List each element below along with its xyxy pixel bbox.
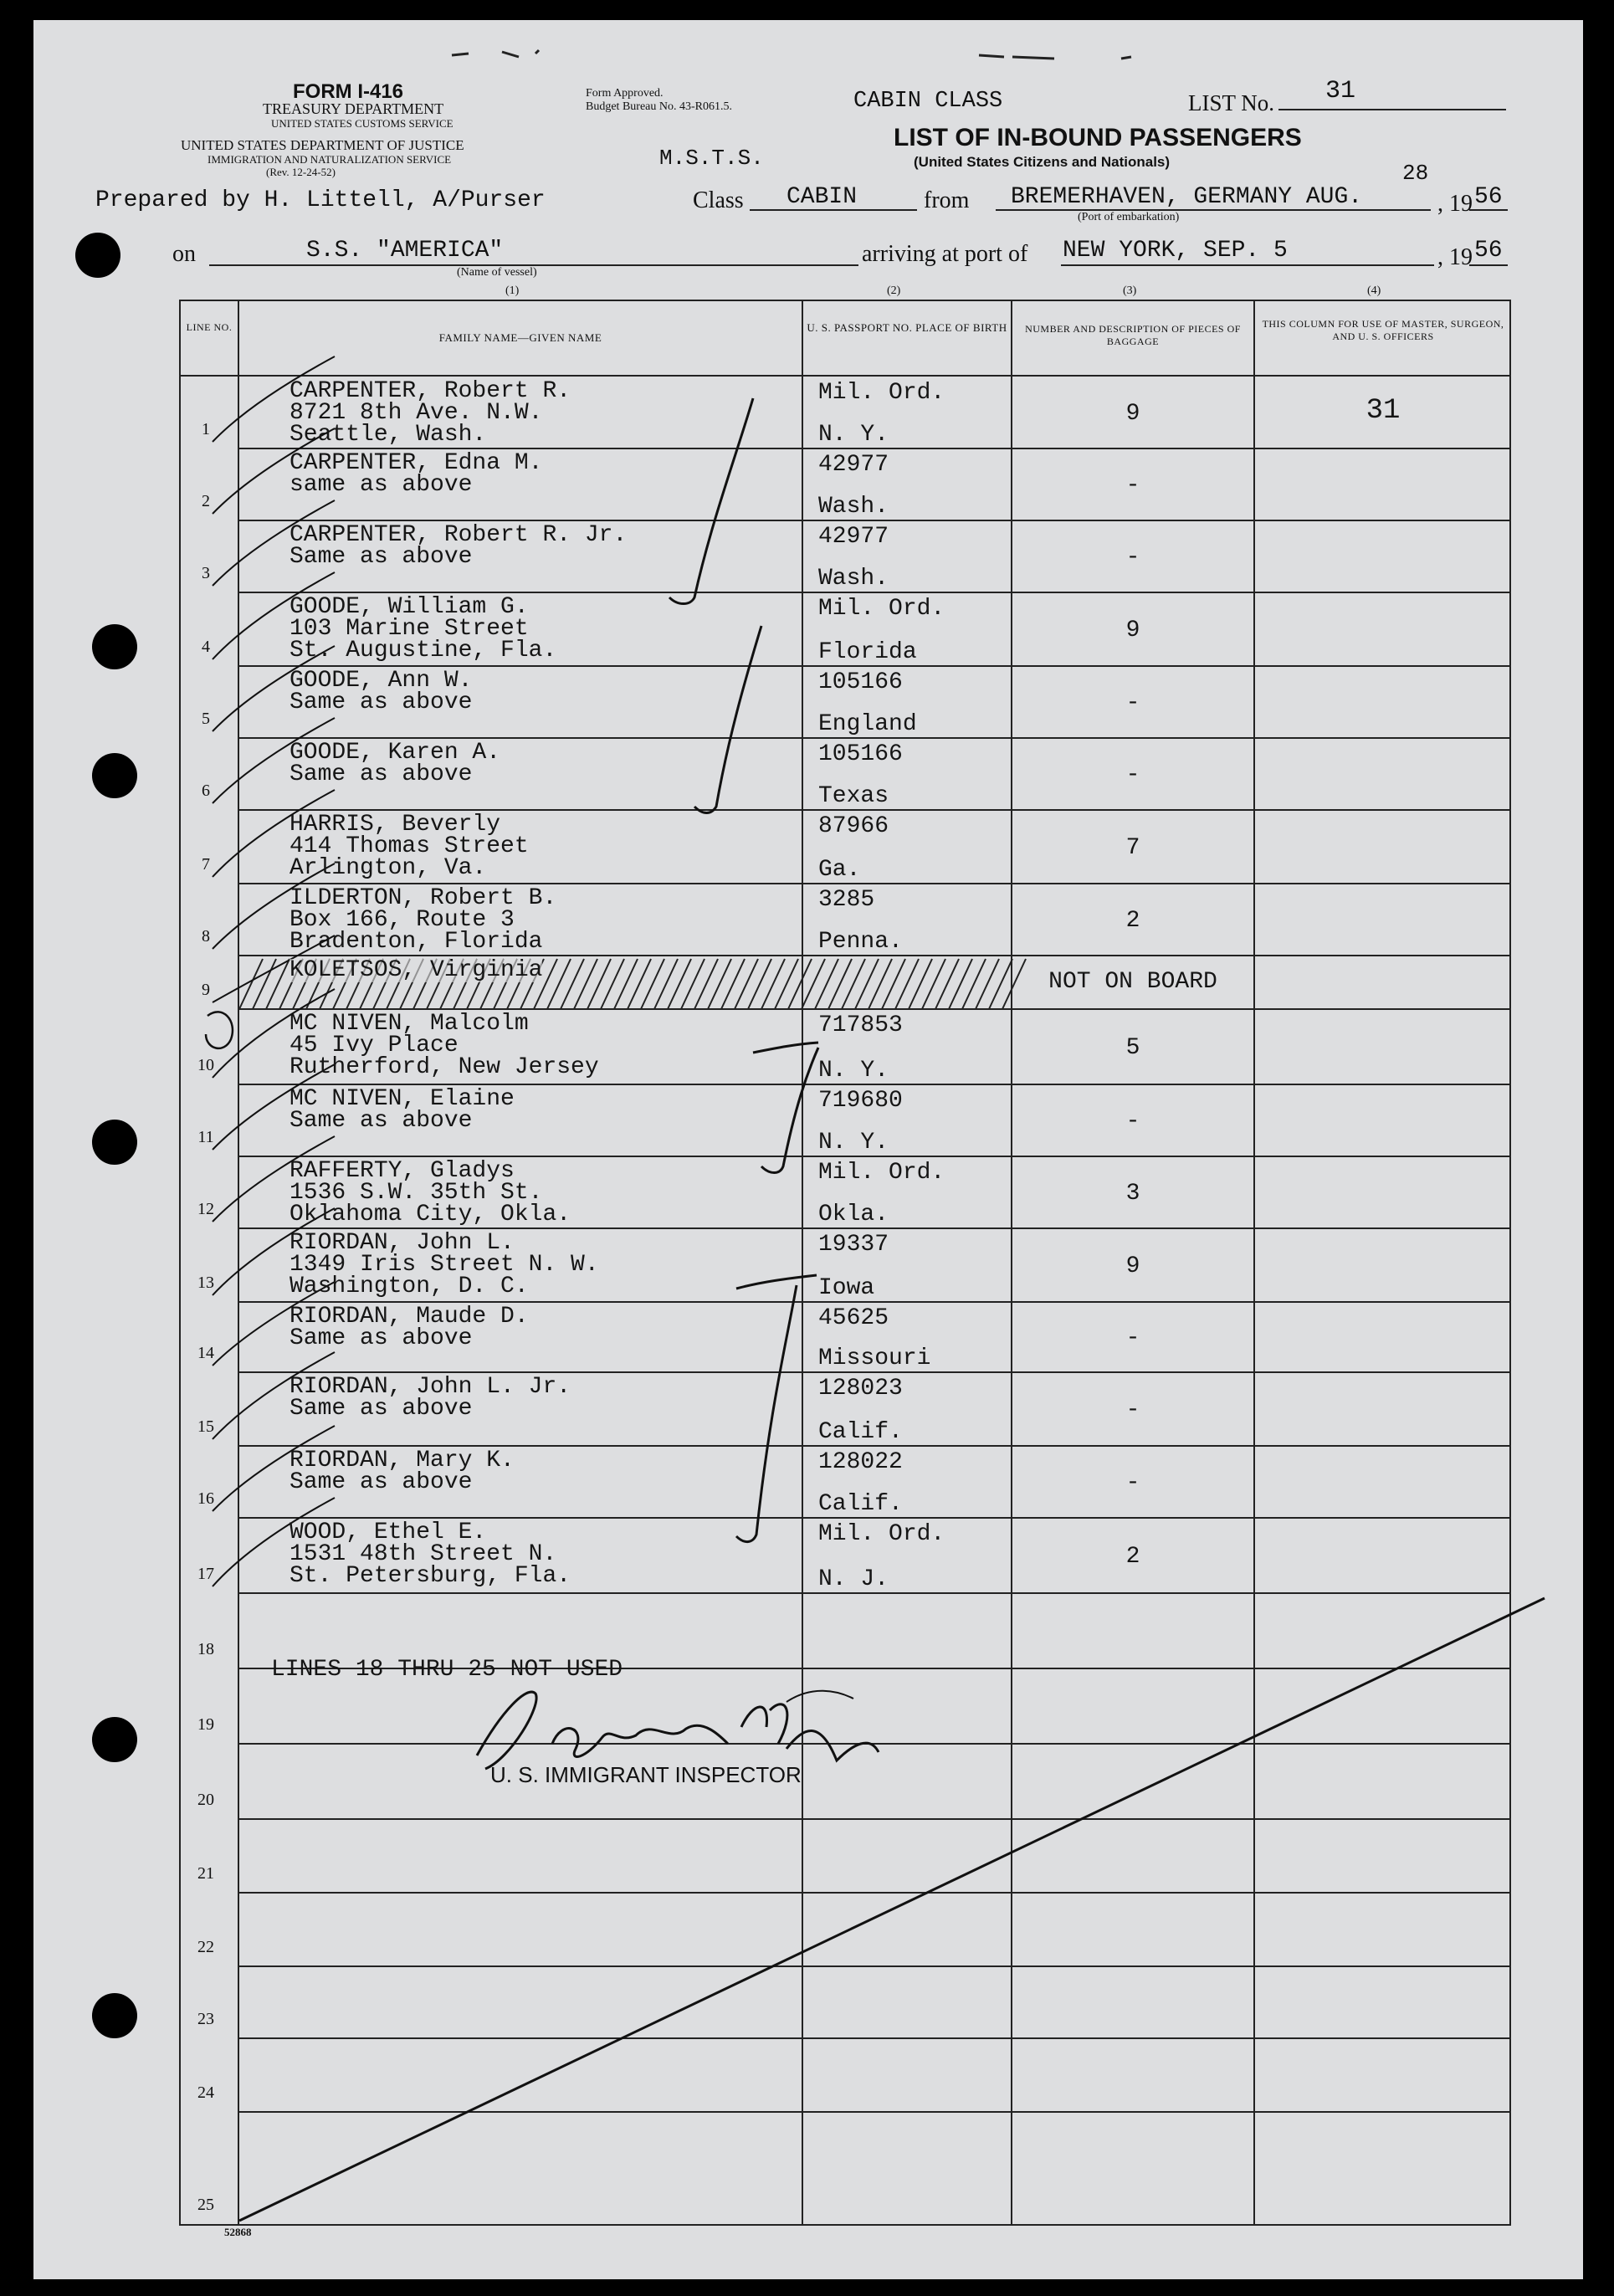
form-code: 52868: [224, 2226, 252, 2238]
document-page: [33, 20, 1583, 2279]
passenger-address: Same as above: [289, 1396, 473, 1422]
passenger-name: MC NIVEN, Elaine: [289, 1086, 515, 1112]
passport-number: 717853: [818, 1012, 903, 1038]
line-number: 2: [202, 492, 210, 510]
line-number: 19: [197, 1715, 214, 1734]
baggage-count: 2: [1125, 908, 1140, 934]
place-of-birth: N. Y.: [818, 1130, 889, 1156]
baggage-count: -: [1125, 1109, 1140, 1135]
passenger-address: Rutherford, New Jersey: [289, 1054, 599, 1080]
passenger-address: Bradenton, Florida: [289, 929, 543, 955]
passport-number: 105166: [818, 669, 903, 695]
baggage-count: -: [1125, 1397, 1140, 1423]
col-num-1: (1): [505, 284, 520, 297]
col-header-line-no: LINE NO.: [186, 321, 233, 333]
passport-number: Mil. Ord.: [818, 1521, 945, 1547]
passenger-name: CARPENTER, Robert R. Jr.: [289, 522, 628, 548]
passenger-address: 45 Ivy Place: [289, 1033, 459, 1058]
line-number: 18: [197, 1640, 214, 1658]
passenger-name: WOOD, Ethel E.: [289, 1520, 487, 1545]
passport-number: 42977: [818, 452, 889, 478]
line-number: 8: [202, 927, 210, 946]
class-value: CABIN: [787, 184, 858, 210]
passenger-name: GOODE, William G.: [289, 594, 529, 620]
line-number: 7: [202, 855, 210, 874]
place-of-birth: Texas: [818, 783, 889, 809]
passenger-name: HARRIS, Beverly: [289, 812, 501, 838]
line-number: 15: [197, 1417, 214, 1436]
passenger-address: 1349 Iris Street N. W.: [289, 1252, 599, 1278]
class-label: Class: [693, 187, 744, 213]
baggage-count: -: [1125, 545, 1140, 571]
line-number: 21: [197, 1864, 214, 1883]
immigration-service: IMMIGRATION AND NATURALIZATION SERVICE: [208, 153, 452, 166]
passenger-name: GOODE, Karen A.: [289, 740, 501, 766]
arrival-port: NEW YORK, SEP. 5: [1063, 238, 1288, 264]
arrival-year-prefix: , 19: [1437, 244, 1473, 270]
baggage-count: NOT ON BOARD: [1048, 969, 1217, 995]
list-no-value: 31: [1325, 77, 1356, 105]
baggage-count: 2: [1125, 1544, 1140, 1570]
place-of-birth: England: [818, 711, 917, 737]
baggage-count: -: [1125, 762, 1140, 788]
baggage-count: -: [1125, 473, 1140, 499]
place-of-birth: N. Y.: [818, 422, 889, 448]
passenger-name: GOODE, Ann W.: [289, 668, 473, 694]
revision: (Rev. 12-24-52): [266, 166, 336, 178]
passport-number: Mil. Ord.: [818, 596, 945, 622]
col-header-passport: U. S. PASSPORT NO. PLACE OF BIRTH: [807, 321, 1007, 334]
line-number: 17: [197, 1565, 214, 1583]
passport-number: 128022: [818, 1449, 903, 1475]
officer-note: 31: [1365, 395, 1401, 427]
passenger-address: Same as above: [289, 544, 473, 570]
department: TREASURY DEPARTMENT: [263, 100, 444, 117]
passenger-name: CARPENTER, Robert R.: [289, 378, 571, 404]
line-number: 10: [197, 1056, 214, 1074]
passport-number: 42977: [818, 524, 889, 550]
passenger-name: RIORDAN, John L.: [289, 1230, 515, 1256]
passenger-address: 1536 S.W. 35th St.: [289, 1180, 543, 1206]
passenger-address: Same as above: [289, 1469, 473, 1495]
arrival-year: 56: [1474, 238, 1503, 264]
passport-number: 45625: [818, 1305, 889, 1331]
passenger-name: RIORDAN, John L. Jr.: [289, 1374, 571, 1400]
passenger-address: St. Petersburg, Fla.: [289, 1563, 571, 1589]
passenger-address: 103 Marine Street: [289, 616, 529, 642]
vessel-caption: (Name of vessel): [457, 266, 537, 279]
passport-number: 3285: [818, 887, 875, 913]
place-of-birth: Iowa: [818, 1275, 875, 1301]
form-number: FORM I-416: [293, 80, 404, 103]
baggage-count: -: [1125, 1325, 1140, 1351]
passenger-name: ILDERTON, Robert B.: [289, 885, 557, 911]
line-number: 25: [197, 2196, 214, 2214]
passport-number: 719680: [818, 1088, 903, 1114]
passenger-address: Washington, D. C.: [289, 1274, 529, 1299]
baggage-count: -: [1125, 690, 1140, 716]
line-number: 22: [197, 1938, 214, 1956]
baggage-count: 9: [1125, 618, 1140, 643]
line-number: 20: [197, 1791, 214, 1809]
passenger-address: Box 166, Route 3: [289, 907, 515, 933]
place-of-birth: Okla.: [818, 1202, 889, 1227]
passenger-name: CARPENTER, Edna M.: [289, 450, 543, 476]
list-subtitle: (United States Citizens and Nationals): [914, 154, 1171, 170]
place-of-birth: Calif.: [818, 1419, 903, 1445]
passenger-address: Seattle, Wash.: [289, 422, 487, 448]
inspector-caption: U. S. IMMIGRANT INSPECTOR: [490, 1762, 802, 1787]
departure-year: 56: [1474, 184, 1503, 210]
baggage-count: 3: [1125, 1181, 1140, 1207]
place-of-birth: Wash.: [818, 566, 889, 592]
passenger-name: MC NIVEN, Malcolm: [289, 1011, 529, 1037]
place-of-birth: Penna.: [818, 929, 903, 955]
line-number: 14: [197, 1344, 214, 1362]
justice-department: UNITED STATES DEPARTMENT OF JUSTICE: [181, 137, 464, 153]
line-number: 3: [202, 564, 210, 582]
form-approved: Form Approved.: [586, 87, 664, 100]
line-number: 1: [202, 420, 210, 438]
passenger-name: RIORDAN, Maude D.: [289, 1304, 529, 1330]
budget-bureau: Budget Bureau No. 43-R061.5.: [586, 100, 732, 113]
baggage-count: 7: [1125, 835, 1140, 861]
line-number: 16: [197, 1489, 214, 1508]
place-of-birth: N. J.: [818, 1566, 889, 1592]
col-header-officers: THIS COLUMN FOR USE OF MASTER, SURGEON, AND U. S. OFFICERS: [1262, 318, 1504, 342]
list-title: LIST OF IN-BOUND PASSENGERS: [894, 124, 1302, 151]
line-number: 4: [202, 638, 210, 656]
line-number: 24: [197, 2083, 214, 2102]
place-of-birth: Missouri: [818, 1345, 931, 1371]
year-prefix: , 19: [1437, 191, 1473, 217]
unused-lines-note: LINES 18 THRU 25 NOT USED: [271, 1657, 623, 1683]
inspector-signature: [33, 20, 1583, 2279]
place-of-birth: Ga.: [818, 857, 861, 883]
baggage-count: 9: [1125, 1253, 1140, 1279]
msts: M.S.T.S.: [659, 146, 764, 171]
col-header-baggage: NUMBER AND DESCRIPTION OF PIECES OF BAGGAGE: [1025, 323, 1241, 347]
passenger-address: Same as above: [289, 1108, 473, 1134]
place-of-birth: N. Y.: [818, 1058, 889, 1084]
passport-number: 105166: [818, 741, 903, 767]
passport-number: 87966: [818, 813, 889, 839]
passenger-address: same as above: [289, 472, 473, 498]
line-number: 5: [202, 710, 210, 728]
line-number: 23: [197, 2010, 214, 2028]
passport-number: 19337: [818, 1232, 889, 1258]
baggage-count: -: [1125, 1470, 1140, 1496]
passenger-address: Same as above: [289, 1325, 473, 1351]
passenger-address: 8721 8th Ave. N.W.: [289, 400, 543, 426]
place-of-birth: Florida: [818, 639, 917, 665]
passport-number: 128023: [818, 1376, 903, 1402]
passenger-address: Arlington, Va.: [289, 855, 487, 881]
passenger-address: St. Augustine, Fla.: [289, 638, 557, 664]
col-header-name: FAMILY NAME—GIVEN NAME: [438, 331, 602, 344]
place-of-birth: Wash.: [818, 494, 889, 520]
service: UNITED STATES CUSTOMS SERVICE: [271, 117, 453, 130]
line-number: 12: [197, 1200, 214, 1218]
passenger-address: Oklahoma City, Okla.: [289, 1202, 571, 1227]
list-no-label: LIST No.: [1188, 90, 1275, 115]
baggage-count: 5: [1125, 1035, 1140, 1061]
line-number: 13: [197, 1274, 214, 1292]
place-of-birth: Calif.: [818, 1491, 903, 1517]
col-num-4: (4): [1367, 284, 1381, 297]
line-number: 9: [202, 981, 210, 999]
passenger-address: Same as above: [289, 761, 473, 787]
passenger-address: 414 Thomas Street: [289, 833, 529, 859]
passenger-address: 1531 48th Street N.: [289, 1541, 557, 1567]
arriving-label: arriving at port of: [862, 241, 1028, 267]
passport-number: Mil. Ord.: [818, 380, 945, 406]
port-of-embarkation: BREMERHAVEN, GERMANY AUG.: [1011, 184, 1363, 210]
vessel-name: S.S. "AMERICA": [306, 238, 504, 264]
col-num-3: (3): [1123, 284, 1137, 297]
from-label: from: [924, 187, 970, 213]
prepared-by: Prepared by H. Littell, A/Purser: [95, 187, 546, 213]
col-num-2: (2): [887, 284, 901, 297]
line-number: 6: [202, 782, 210, 800]
passenger-address: Same as above: [289, 689, 473, 715]
passenger-name: RAFFERTY, Gladys: [289, 1158, 515, 1184]
departure-day: 28: [1402, 161, 1429, 186]
passenger-name: RIORDAN, Mary K.: [289, 1448, 515, 1473]
on-label: on: [172, 241, 196, 267]
passport-number: Mil. Ord.: [818, 1160, 945, 1186]
baggage-count: 9: [1125, 401, 1140, 427]
cabin-class-label: CABIN CLASS: [853, 89, 1003, 114]
line-number: 11: [197, 1128, 214, 1146]
passenger-name: KOLETSOS, Virginia: [289, 957, 543, 983]
port-embarkation-caption: (Port of embarkation): [1078, 211, 1180, 223]
